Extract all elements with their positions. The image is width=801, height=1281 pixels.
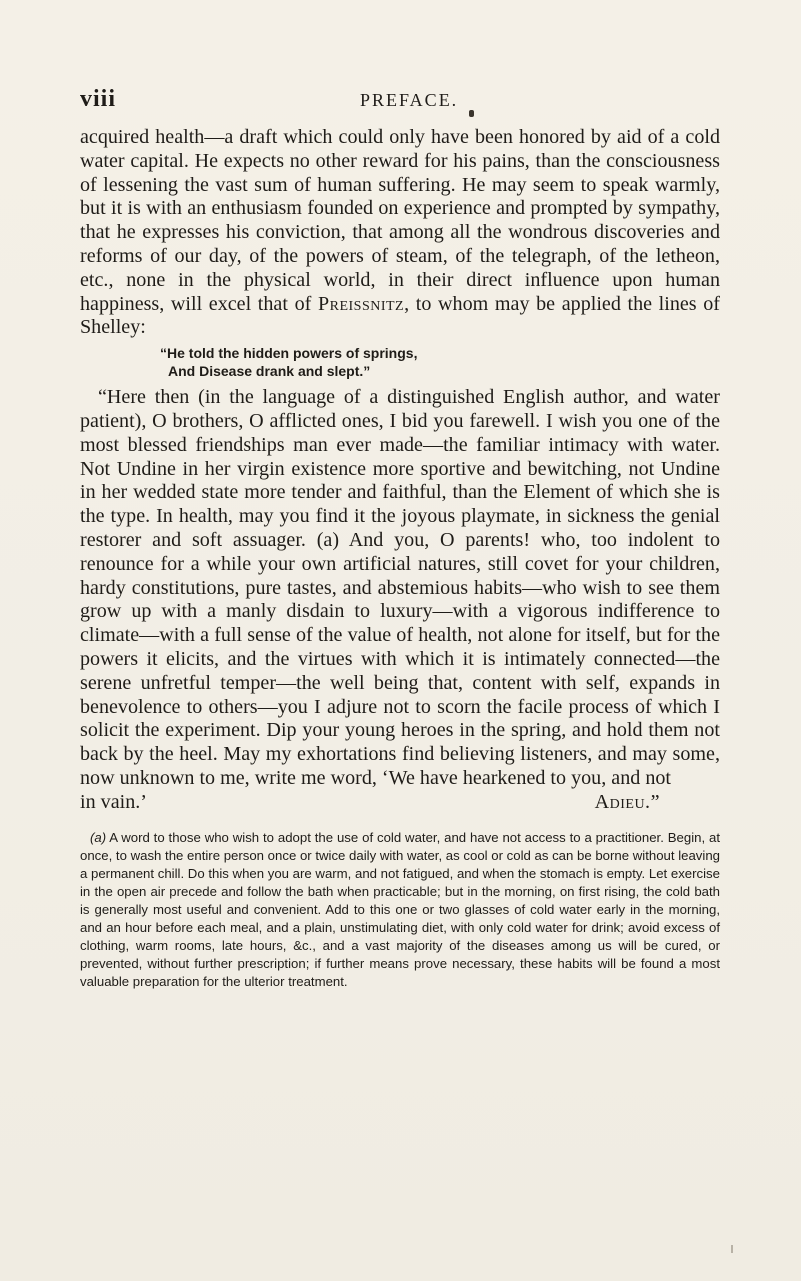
signature: Adieu.” [594,790,660,813]
paragraph-2: “Here then (in the language of a distinguished English author, and water patient), O brothers, O afflicted ones, I bid you farewell. I wish you one of the most blessed friendships man ever made—the familiar intimacy with water. Not Undine in her virgin existence more sportive and bewitching, not Undine in her wedded state more tender and faithful, than the Element of which she is the type. In health, may you find it the joyous playmate, in sickness the genial restorer and soft assuager. (a) And you, O parents! who, too indolent to renounce for a while your own artificial natures, still covet for your children, hardy constitutions, pure tastes, and abstemious habits—who wish to see them grow up with a manly disdain to luxury—with a vigorous indifference to climate—with a full sense of the value of health, not alone for itself, but for the powers it elicits, and the virtues with which it is intimately connected—the serene unfretful temper—the well being that, content with self, expands in benevolence to others—you I adjure not to scorn the facile process of which I solicit the experiment. Dip your young heroes in the spring, and hold them not back by the heel. May my exhortations find believing listeners, and may some, now unknown to me, write me word, ‘We have hearkened to you, and not [80,386,720,789]
closing-text: in vain.’ [80,790,147,813]
footnote-text: A word to those who wish to adopt the use of cold water, and have not access to a practitioner. Begin, at once, to wash the entire person once or twice daily with water, as cool or cold as can be borne without leaving a permanent chill. Do this when you are warm, and not fatigued, and when the stomach is empty. Let exercise in the open air precede and follow the bath when practicable; but in the morning, on first rising, the cold bath is generally most useful and convenient. Add to this one or two glasses of cold water early in the morning, and an hour before each meal, and a plain, unstimulating diet, with only cold water for drink; avoid excess of clothing, warm rooms, late hours, &c., and a vast majority of the diseases among us will be cured, or prevented, without further prescription; if further means prove necessary, these habits will be found a most valuable preparation for the ulterior treatment. [80,829,720,990]
verse-line-1: “He told the hidden powers of springs, [160,345,418,362]
footnote-marker: (a) [90,829,107,845]
paper-speck [731,1245,733,1253]
shelley-verse [80,344,720,380]
page-header [80,86,720,114]
page-number: viii [80,86,117,112]
verse-line-2: And Disease drank and slept.” [168,363,371,380]
paragraph-1-end: , to whom may be applied the lines of Shelley: [80,292,720,339]
main-text [80,126,720,1005]
footnote [80,829,720,992]
closing-line [80,791,720,815]
paragraph-1-text: acquired health—a draft which could only have been honored by aid of a cold water capital. He expects no other reward for his pains, than the consciousness of lessening the vast sum of human suffering. He may seem to speak warmly, but it is with an enthusiasm founded on experience and prompted by sympathy, that he expresses his conviction, that among all the wondrous discoveries and reforms of our day, of the powers of steam, of the telegraph, of the letheon, etc., none in the physical world, in their direct influence upon human happiness, will excel that of [80,126,720,315]
paragraph-1 [80,126,720,340]
preissnitz-name: Preissnitz [317,292,405,315]
running-head: PREFACE. [360,90,459,110]
